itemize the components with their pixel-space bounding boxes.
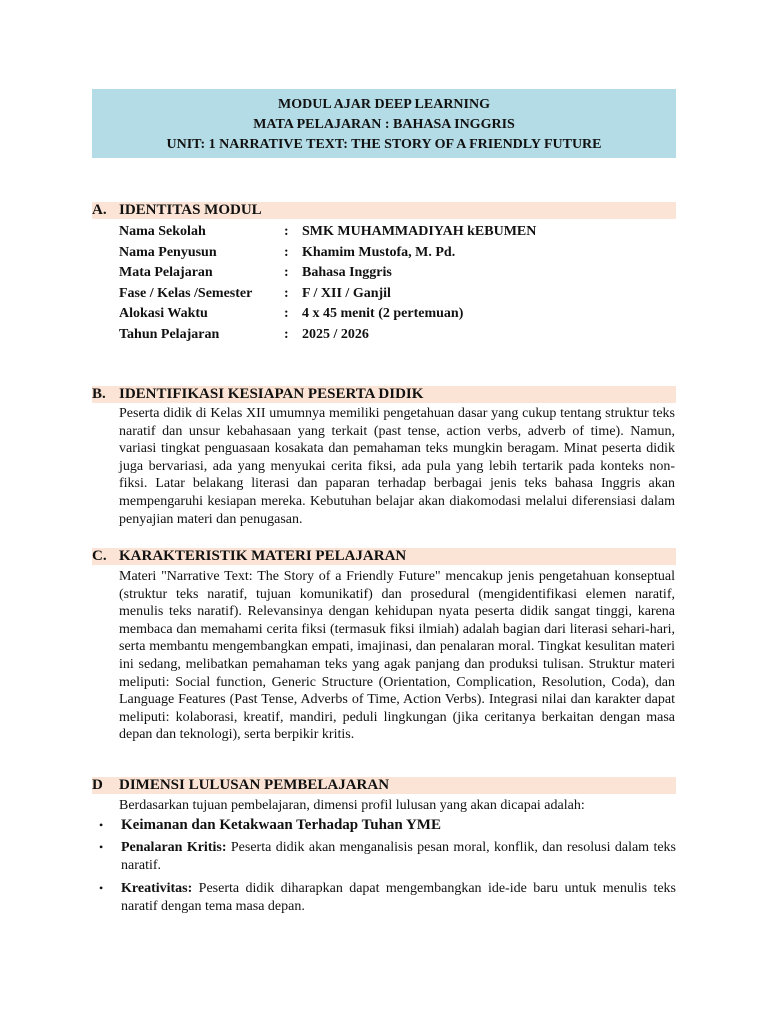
section-c-letter: C. [92, 548, 107, 564]
dimension-text: Peserta didik diharapkan dapat mengembangkan ide-ide baru untuk menulis teks naratif dengan tema masa depan. [121, 881, 676, 914]
dimension-text: Peserta didik akan menganalisis pesan moral, konflik, dan resolusi dalam teks naratif. [121, 840, 676, 873]
section-d-letter: D [92, 777, 103, 793]
identity-value: 4 x 45 menit (2 pertemuan) [302, 306, 464, 321]
section-d-title: DIMENSI LULUSAN PEMBELAJARAN [119, 777, 390, 793]
list-item [92, 817, 676, 837]
identity-label: Nama Penyusun [119, 244, 217, 260]
section-c-title: KARAKTERISTIK MATERI PELAJARAN [119, 548, 407, 564]
module-title-box [92, 89, 676, 158]
bullet-icon: • [99, 881, 104, 895]
dimension-intro: Berdasarkan tujuan pembelajaran, dimensi profil lulusan yang akan dicapai adalah: [119, 798, 585, 813]
dimension-title: Penalaran Kritis: [121, 840, 227, 855]
identity-colon: : [284, 285, 289, 301]
material-paragraph: Materi "Narrative Text: The Story of a Friendly Future" mencakup jenis pengetahuan konseptual (struktur teks naratif, tujuan komunikatif) dan prosedural (mengidentifikasi elemen naratif, menulis teks naratif). Relevansinya dengan kehidupan nyata peserta didik sangat tinggi, karena membaca dan memahami cerita fiksi (termasuk fiksi ilmiah) adalah bagian dari literasi sehari-hari, serta membantu mengembangkan empati, imajinasi, dan penalaran moral. Tingkat kesulitan materi ini sedang, melibatkan pemahaman teks yang agak panjang dan produksi tulisan. Struktur materi meliputi: Social function, Generic Structure (Orientation, Complication, Resolution, Coda), dan Language Features (Past Tense, Adverbs of Time, Action Verbs). Integrasi nilai dan karakter dapat meliputi: kolaborasi, kreatif, mandiri, peduli lingkungan (jika ceritanya berkaitan dengan masa depan dan teknologi), serta berpikir kritis. [119, 569, 675, 743]
identity-colon: : [284, 244, 289, 260]
module-title-line-1: MODUL AJAR DEEP LEARNING [278, 97, 490, 112]
identity-value: 2025 / 2026 [302, 326, 369, 342]
bullet-icon: • [99, 818, 104, 832]
identity-label: Nama Sekolah [119, 224, 206, 239]
section-c-heading [92, 548, 676, 565]
identity-value: SMK MUHAMMADIYAH kEBUMEN [302, 224, 537, 239]
module-title-line-3: UNIT: 1 NARRATIVE TEXT: THE STORY OF A FRIENDLY FUTURE [166, 137, 602, 152]
identity-colon: : [284, 326, 289, 342]
identity-value: Bahasa Inggris [302, 265, 392, 280]
section-b-letter: B. [92, 386, 106, 402]
identity-colon: : [284, 224, 289, 239]
dimension-title: Keimanan dan Ketakwaan Terhadap Tuhan YME [121, 817, 441, 833]
readiness-paragraph: Peserta didik di Kelas XII umumnya memiliki pengetahuan dasar yang cukup tentang struktur teks naratif dan unsur kebahasaan yang terkait (past tense, action verbs, adverb of time). Namun, variasi tingkat penguasaan kosakata dan pemahaman teks mungkin beragam. Minat peserta didik juga bervariasi, ada yang menyukai cerita fiksi, ada pula yang lebih tertarik pada konteks non-fiksi. Latar belakang literasi dan paparan terhadap berbagai jenis teks bahasa Inggris akan mempengaruhi kesiapan mereka. Kebutuhan belajar akan diakomodasi melalui diferensiasi dalam penyajian materi dan penugasan. [119, 406, 675, 527]
section-b-heading [92, 386, 676, 403]
section-b-title: IDENTIFIKASI KESIAPAN PESERTA DIDIK [119, 386, 424, 402]
module-title-line-2: MATA PELAJARAN : BAHASA INGGRIS [253, 117, 515, 132]
identity-label: Alokasi Waktu [119, 306, 208, 321]
identity-label: Tahun Pelajaran [119, 326, 220, 342]
identity-row [119, 284, 679, 305]
identity-row [119, 222, 679, 243]
section-a-letter: A. [92, 202, 107, 218]
list-item [92, 880, 676, 915]
identity-colon: : [284, 306, 289, 321]
identity-label: Mata Pelajaran [119, 265, 213, 280]
section-a-title: IDENTITAS MODUL [119, 202, 262, 218]
section-d-heading [92, 777, 676, 794]
bullet-icon: • [99, 840, 104, 854]
identity-row [119, 243, 679, 264]
identity-row [119, 325, 679, 346]
identity-value: F / XII / Ganjil [302, 285, 391, 301]
dimension-list [92, 817, 676, 915]
identity-colon: : [284, 265, 289, 280]
list-item [92, 839, 676, 877]
section-a-heading [92, 202, 676, 219]
identity-row [119, 263, 679, 284]
identity-value: Khamim Mustofa, M. Pd. [302, 244, 456, 260]
identity-label: Fase / Kelas /Semester [119, 285, 253, 301]
identity-table [119, 222, 679, 345]
dimension-title: Kreativitas: [121, 881, 193, 896]
identity-row [119, 304, 679, 325]
